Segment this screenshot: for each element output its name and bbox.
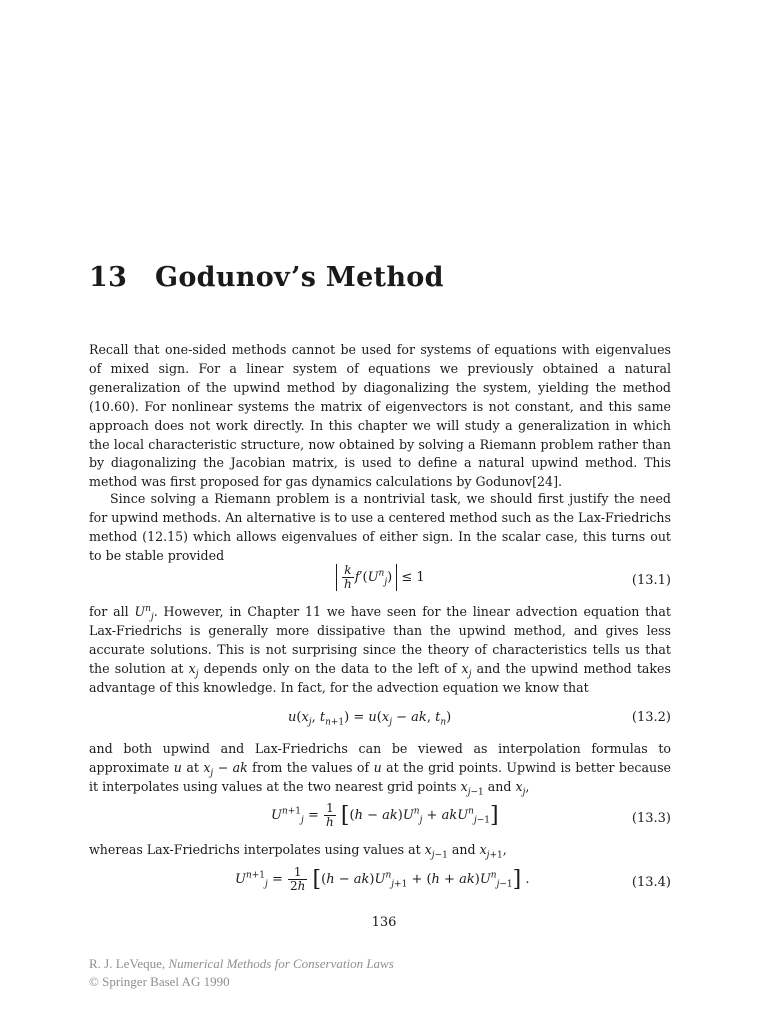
- equation-13-3-body: $U^{n+1}_j$ = $\frac{1}{h}$ $[(h - ak)U^n_j + akU^n_{j-1}]$: [271, 801, 499, 829]
- equation-13-4-body: $U^{n+1}_j$ = $\frac{1}{2h}$ $[(h - ak)U^n_{j+1} + (h + ak)U^n_{j-1}]$ .: [235, 865, 530, 893]
- chapter-heading: [89, 262, 444, 293]
- equation-13-3: [89, 802, 671, 836]
- equation-13-4-number: (13.4): [631, 875, 671, 890]
- equation-13-1-number: (13.1): [631, 573, 671, 588]
- footer-citation: [89, 955, 394, 991]
- equation-13-2-number: (13.2): [631, 710, 671, 725]
- equation-13-4: [89, 866, 671, 900]
- and-text-2: and: [451, 842, 476, 857]
- footer-author: R. J. LeVeque,: [89, 956, 166, 971]
- paragraph-lax-friedrichs-mid: depends only on the data to the left of: [203, 660, 457, 676]
- chapter-title: Godunov’s Method: [155, 262, 444, 293]
- paragraph-interpolation-a: and both upwind and Lax-Friedrichs can be viewed as interpolation formulas to approximate: [89, 741, 671, 775]
- paragraph-lax-friedrichs: for all $U^n_j$. However, in Chapter 11 we have seen for the linear advection equation that Lax-Friedrichs is generally more dissipative than the upwind method, and gives less accurate solutions. This is not surprising since the theory of characteristics tells us that the solution at $x_j$ depends only on the data to the left of $x_j$ and the upwind method takes advantage of this knowledge. In fact, for the advection equation we know that: [89, 603, 671, 695]
- footer-copyright: © Springer Basel AG 1990: [89, 974, 230, 989]
- equation-13-2-body: $u(x_j$, $t_{n+1}) = u(x_j$ − ak, $t_n$): [288, 710, 452, 728]
- and-text: and: [487, 778, 512, 794]
- paragraph-interpolation-b: at: [186, 759, 199, 775]
- paragraph-lax-friedrichs-text: . However, in Chapter 11 we have seen for the linear advection equation that Lax-Friedrichs is generally more dissipative than the upwind method, and gives less accurate solutions. This is not surprising since the theory of characteristics tells us that the solution at: [89, 604, 671, 676]
- equation-13-2: [89, 710, 671, 730]
- equation-13-1: [89, 564, 671, 598]
- for-all-text: for all: [89, 604, 129, 619]
- footer-book-title: Numerical Methods for Conservation Laws: [168, 956, 394, 971]
- equation-13-1-body: $\frac{k}{h}$ $f'(U^n_j) \le 1$: [336, 564, 425, 591]
- paragraph-interpolation: and both upwind and Lax-Friedrichs can be viewed as interpolation formulas to approximate u at $x_j$ − ak from the values of u at the grid points. Upwind is better because it interpolates using values at the two nearest grid points $x_{j-1}$ and $x_j$,: [89, 741, 672, 798]
- equation-13-3-number: (13.3): [631, 811, 671, 826]
- chapter-number: 13: [89, 262, 128, 293]
- paragraph-lax-friedrichs-interp: whereas Lax-Friedrichs interpolates using values at $x_{j-1}$ and $x_{j+1}$,: [89, 842, 507, 861]
- paragraph-lax-friedrichs-end: and the upwind method takes advantage of this knowledge. In fact, for the advection equation we know that: [89, 660, 671, 695]
- paragraph-lf-interp-a: whereas Lax-Friedrichs interpolates using values at: [89, 842, 421, 857]
- paragraph-intro: Recall that one-sided methods cannot be used for systems of equations with eigenvalues of mixed sign. For a linear system of equations we previously obtained a natural generalization of the upwind method by diagonalizing the system, yielding the method (10.60). For nonlinear systems the matrix of eigenvectors is not constant, and this same approach does not work directly. In this chapter we will study a generalization in which the local characteristic structure, now obtained by solving a Riemann problem rather than by diagonalizing the Jacobian matrix, is used to define a natural upwind method. This method was first proposed for gas dynamics calculations by Godunov[24].: [89, 342, 671, 490]
- paragraph-interpolation-d: at the grid points. Upwind is better because it interpolates using values at the two nearest grid points: [89, 759, 672, 794]
- paragraph-upwind-justification: Since solving a Riemann problem is a nontrivial task, we should first justify the need for upwind methods. An alternative is to use a centered method such as the Lax-Friedrichs method (12.15) which allows eigenvalues of either sign. In the scalar case, this turns out to be stable provided: [89, 491, 671, 563]
- page-number: 136: [371, 915, 397, 930]
- paragraph-interpolation-c: from the values of: [252, 759, 370, 775]
